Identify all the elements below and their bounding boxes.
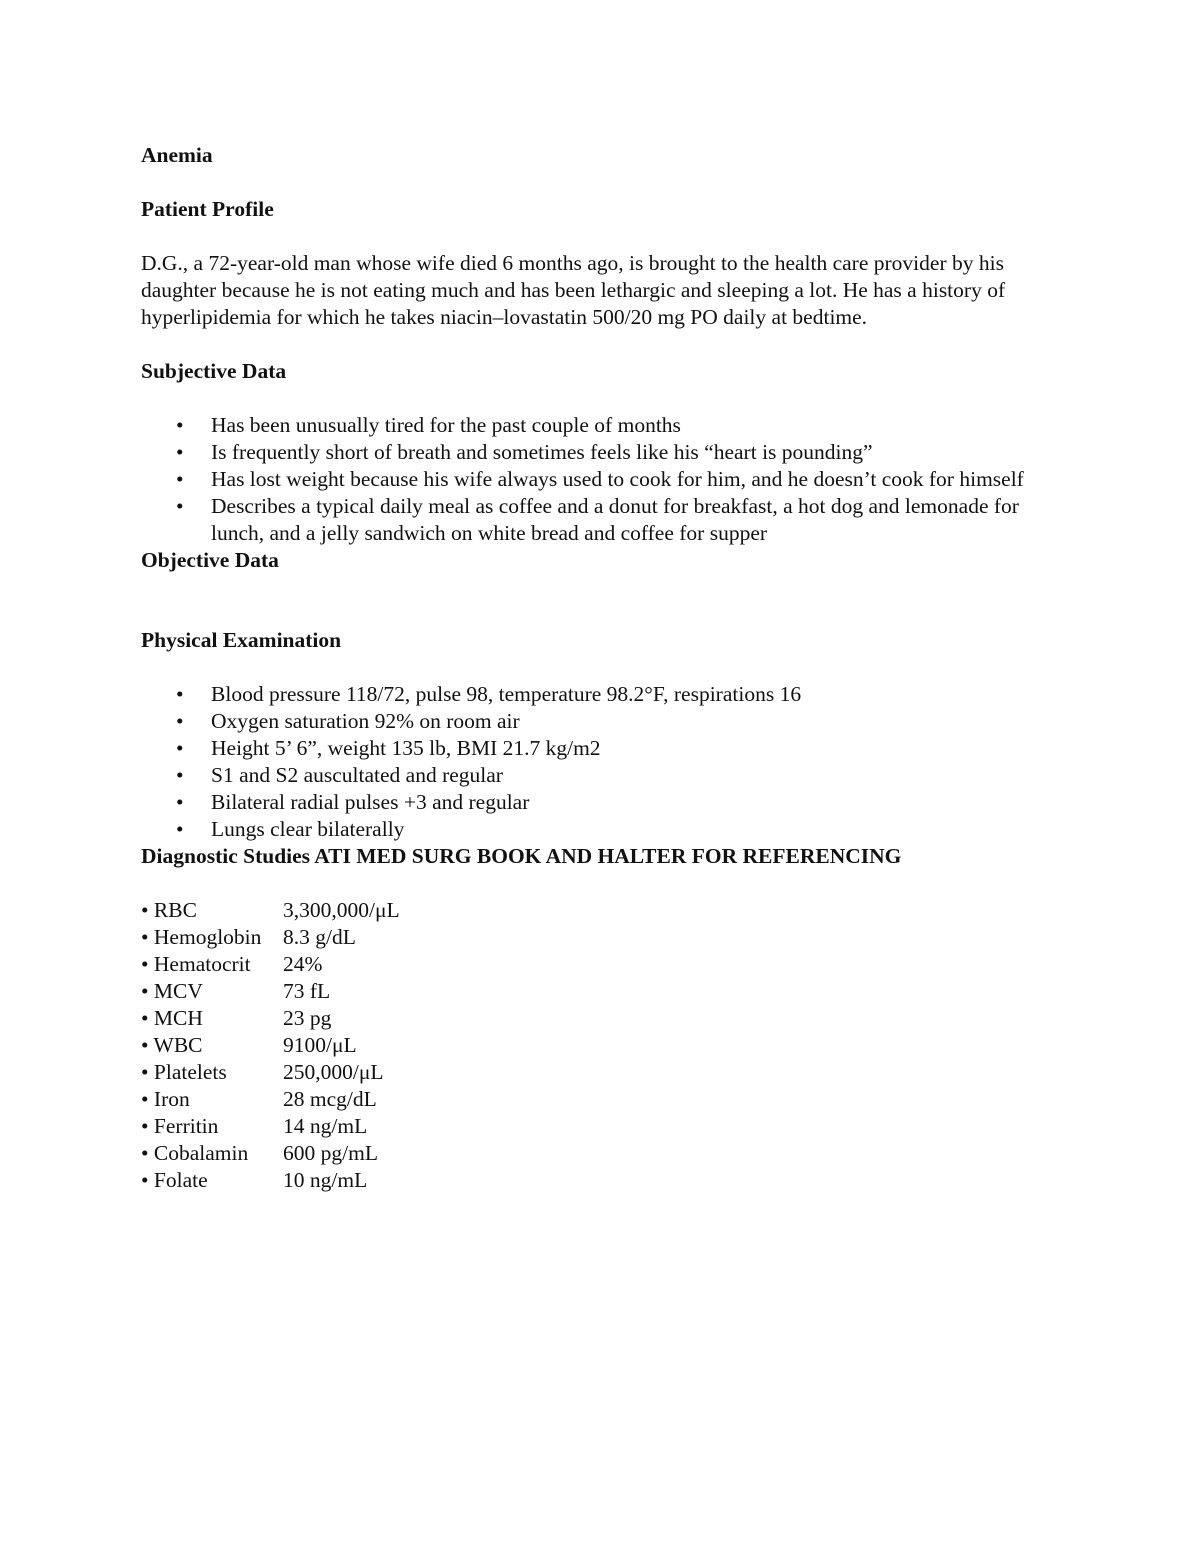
bullet-icon: • [141,1114,149,1138]
document-title: Anemia [141,143,213,167]
lab-value: 24% [283,952,323,976]
bullet-icon: • [141,1087,149,1111]
lab-name-text: Ferritin [153,1114,219,1138]
subjective-data-list [141,412,1061,547]
bullet-icon: • [141,979,149,1003]
bullet-icon: • [141,1168,149,1192]
list-item [141,493,1061,547]
lab-result-row [141,1032,1061,1059]
bullet-icon: • [141,1006,149,1030]
list-item [141,816,1061,843]
document-page [141,142,1061,1194]
lab-value: 8.3 g/dL [283,925,356,949]
list-item [141,708,1061,735]
lab-value: 14 ng/mL [283,1114,368,1138]
lab-result-row [141,1140,1061,1167]
lab-name-text: MCH [153,1006,203,1030]
lab-result-row [141,1113,1061,1140]
bullet-icon: • [176,709,184,733]
exam-findings-list [141,762,1061,843]
list-item [141,681,1061,708]
bullet-icon: • [141,952,149,976]
diagnostic-studies-heading: Diagnostic Studies ATI MED SURG BOOK AND HALTER FOR REFERENCING [141,844,902,868]
list-item-text: Has lost weight because his wife always used to cook for him, and he doesn’t cook for himself [211,467,1024,491]
list-item-text: S1 and S2 auscultated and regular [211,763,503,787]
lab-name-text: Platelets [153,1060,227,1084]
list-item-text: Is frequently short of breath and sometimes feels like his “heart is pounding” [211,440,873,464]
lab-name [141,1113,283,1140]
bullet-icon: • [141,1033,149,1057]
subjective-data-heading: Subjective Data [141,359,287,383]
list-item [141,735,1061,762]
lab-name [141,1086,283,1113]
lab-name [141,1032,283,1059]
list-item-text: Has been unusually tired for the past couple of months [211,413,681,437]
lab-result-row [141,1086,1061,1113]
lab-name [141,1059,283,1086]
bullet-icon: • [176,736,184,760]
bullet-icon: • [141,925,149,949]
lab-value: 9100/μL [283,1033,357,1057]
list-item [141,789,1061,816]
lab-value: 28 mcg/dL [283,1087,377,1111]
lab-name [141,897,283,924]
list-item-text: Describes a typical daily meal as coffee and a donut for breakfast, a hot dog and lemonade for lunch, and a jelly sandwich on white bread and coffee for supper [211,494,1019,545]
bullet-icon: • [176,763,184,787]
lab-name-text: Hematocrit [153,952,251,976]
lab-name-text: RBC [153,898,197,922]
lab-value: 73 fL [283,979,331,1003]
patient-profile-heading: Patient Profile [141,197,274,221]
bullet-icon: • [141,898,149,922]
list-item [141,762,1061,789]
lab-value: 10 ng/mL [283,1168,368,1192]
lab-name-text: Cobalamin [153,1141,249,1165]
lab-result-row [141,1167,1061,1194]
objective-data-heading: Objective Data [141,548,279,572]
lab-name [141,924,283,951]
lab-result-row [141,897,1061,924]
list-item [141,439,1061,466]
lab-result-row [141,978,1061,1005]
lab-name-text: Hemoglobin [153,925,262,949]
bullet-icon: • [176,817,184,841]
bullet-icon: • [176,467,184,491]
list-item-text: Blood pressure 118/72, pulse 98, temperature 98.2°F, respirations 16 [211,682,802,706]
list-item-text: Oxygen saturation 92% on room air [211,709,520,733]
lab-name [141,1167,283,1194]
lab-value: 23 pg [283,1006,332,1030]
bullet-icon: • [176,413,184,437]
lab-name-text: Folate [153,1168,208,1192]
bullet-icon: • [141,1141,149,1165]
list-item [141,412,1061,439]
bullet-icon: • [176,440,184,464]
bullet-icon: • [176,790,184,814]
lab-name-text: MCV [153,979,203,1003]
lab-result-row [141,1059,1061,1086]
lab-result-row [141,951,1061,978]
lab-name-text: Iron [153,1087,190,1111]
bullet-icon: • [141,1060,149,1084]
bullet-icon: • [176,682,184,706]
patient-profile-text: D.G., a 72-year-old man whose wife died 6 months ago, is brought to the health care provider by his daughter because he is not eating much and has been lethargic and sleeping a lot. He has a history of hyperlipidemia for which he takes niacin–lovastatin 500/20 mg PO daily at bedtime. [141,251,1006,329]
lab-value: 3,300,000/μL [283,898,400,922]
lab-name [141,951,283,978]
list-item-text: Bilateral radial pulses +3 and regular [211,790,530,814]
list-item-text: Height 5’ 6”, weight 135 lb, BMI 21.7 kg/m2 [211,736,601,760]
lab-results-list [141,897,1061,1194]
lab-name [141,1005,283,1032]
lab-name-text: WBC [153,1033,203,1057]
bullet-icon: • [176,494,184,518]
lab-name [141,978,283,1005]
list-item [141,466,1061,493]
lab-value: 600 pg/mL [283,1141,378,1165]
lab-result-row [141,924,1061,951]
lab-result-row [141,1005,1061,1032]
lab-name [141,1140,283,1167]
lab-value: 250,000/μL [283,1060,384,1084]
vitals-list [141,681,1061,762]
physical-examination-heading: Physical Examination [141,628,342,652]
list-item-text: Lungs clear bilaterally [211,817,405,841]
